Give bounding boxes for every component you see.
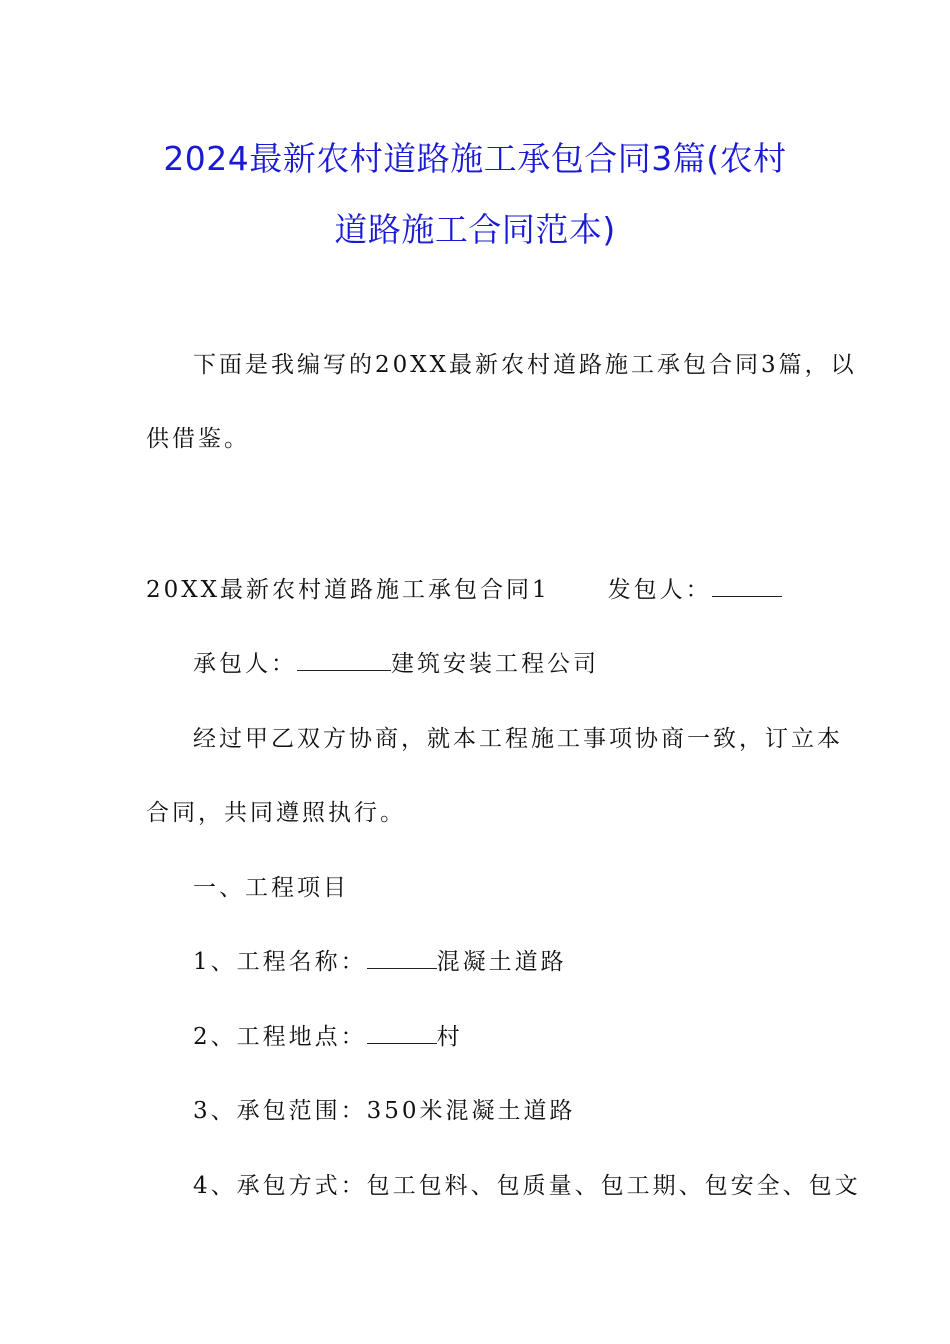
- item-2-row: [193, 1018, 463, 1051]
- item-2-blank: [367, 1021, 437, 1044]
- item-2-suffix: 村: [436, 1024, 463, 1050]
- intro-paragraph-line-2: 供借鉴。: [146, 426, 250, 452]
- item-1-blank: [367, 946, 437, 969]
- employer-blank: [712, 574, 782, 597]
- item-3-row: 3、承包范围：350米混凝土道路: [193, 1098, 576, 1124]
- item-2-label: 2、工程地点：: [193, 1024, 367, 1050]
- contractor-label: 承包人：: [193, 651, 297, 677]
- item-1-row: [193, 943, 567, 976]
- intro-paragraph-line-1: 下面是我编写的20XX最新农村道路施工承包合同3篇，以: [193, 352, 857, 378]
- contractor-suffix: 建筑安装工程公司: [391, 651, 599, 677]
- document-title-line-1: 2024最新农村道路施工承包合同3篇(农村: [163, 139, 787, 178]
- agreement-line-2: 合同，共同遵照执行。: [146, 800, 406, 826]
- contract-heading: 20XX最新农村道路施工承包合同1: [146, 577, 550, 603]
- section-1-heading: 一、工程项目: [193, 875, 349, 901]
- document-title-line-2: 道路施工合同范本): [334, 210, 616, 249]
- contract-heading-row: [146, 571, 782, 604]
- item-1-suffix: 混凝土道路: [436, 949, 567, 975]
- item-1-label: 1、工程名称：: [193, 949, 367, 975]
- contractor-row: [193, 645, 599, 678]
- employer-label: 发包人：: [607, 577, 712, 603]
- item-4-row: 4、承包方式：包工包料、包质量、包工期、包安全、包文: [193, 1173, 861, 1199]
- contractor-blank: [297, 648, 391, 671]
- agreement-line-1: 经过甲乙双方协商，就本工程施工事项协商一致，订立本: [193, 726, 843, 752]
